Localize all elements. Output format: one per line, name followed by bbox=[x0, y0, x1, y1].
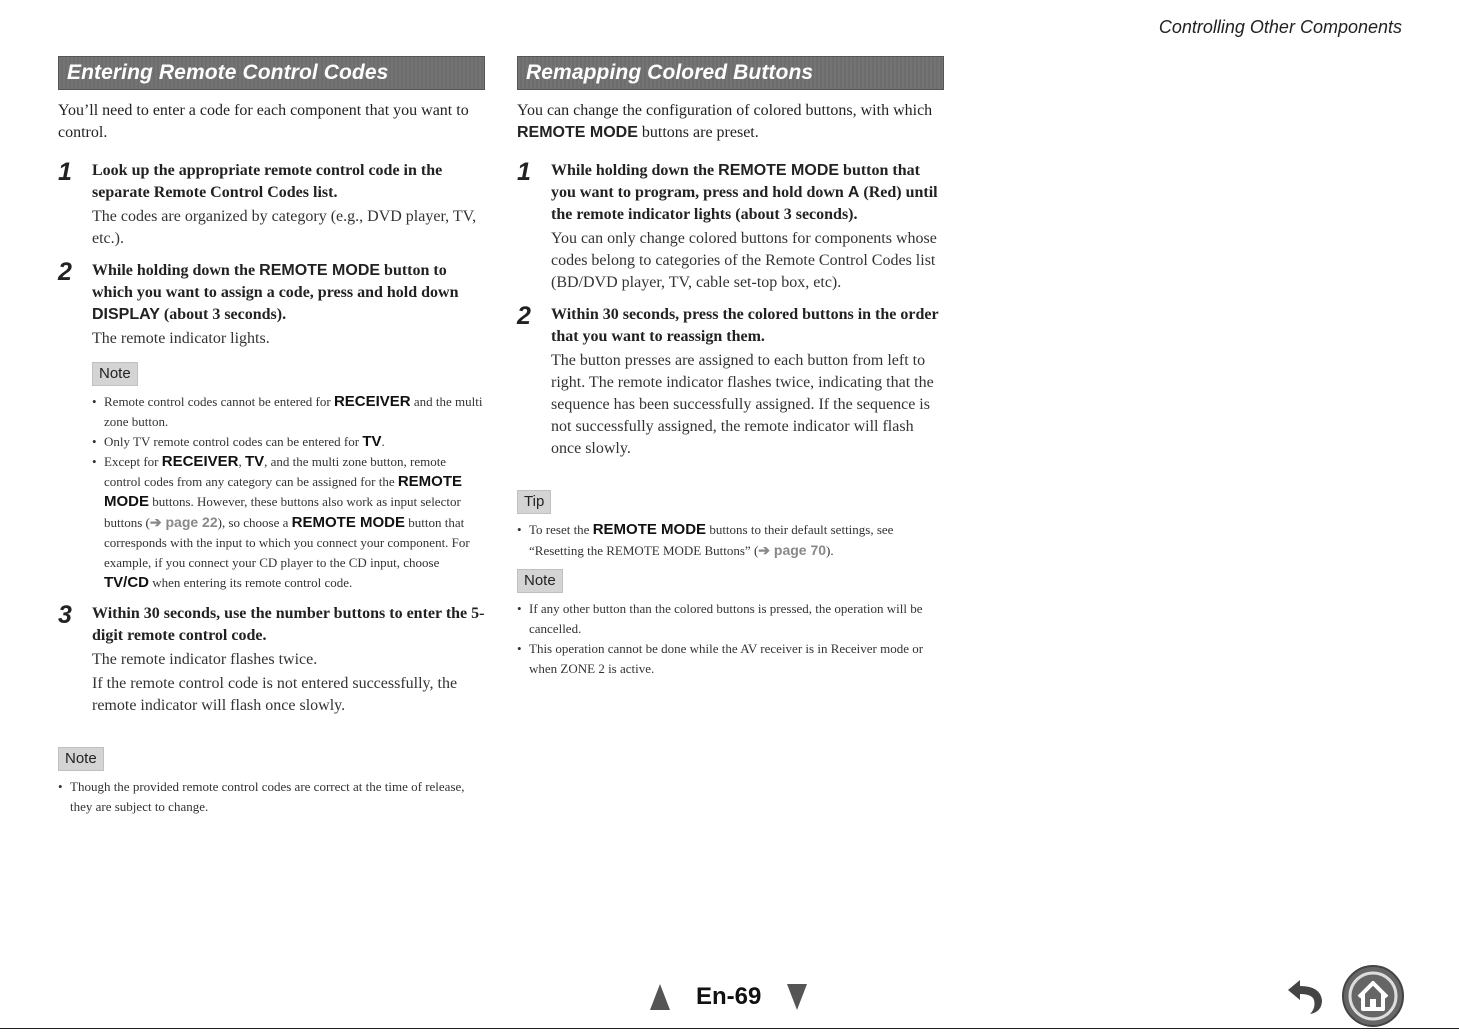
note-label: Note bbox=[517, 569, 563, 593]
note-block bbox=[517, 569, 944, 679]
page-link[interactable]: ➔ page 22 bbox=[149, 514, 218, 530]
note-item: • Only TV remote control codes can be entered for TV. bbox=[92, 432, 485, 452]
step-number: 2 bbox=[58, 258, 72, 286]
note-block-bottom bbox=[58, 747, 485, 817]
note-list bbox=[92, 392, 485, 593]
step-3 bbox=[58, 603, 485, 717]
step-1 bbox=[517, 160, 944, 294]
note-list bbox=[517, 599, 944, 679]
note-label: Note bbox=[92, 362, 138, 386]
step-body: The remote indicator flashes twice. bbox=[92, 651, 318, 668]
step-2 bbox=[58, 260, 485, 593]
note-item: • Except for RECEIVER, TV, and the multi zone button, remote control codes from any category can be assigned for the REMOTE MODE buttons. However, these buttons also work as input selector buttons (➔ page 22), so choose a REMOTE MODE button that corresponds with the input to which you connect your component. For example, if you connect your CD player to the CD input, choose TV/CD when entering its remote control code. bbox=[92, 452, 485, 593]
step-title: While holding down the REMOTE MODE button to which you want to assign a code, press and hold down DISPLAY (about 3 seconds). bbox=[92, 262, 459, 323]
step-number: 3 bbox=[58, 601, 72, 629]
section-title-bar bbox=[58, 56, 485, 90]
step-title: Within 30 seconds, press the colored buttons in the order that you want to reassign them. bbox=[551, 306, 939, 345]
section-entering-codes bbox=[58, 56, 485, 817]
home-icon[interactable] bbox=[1340, 963, 1406, 1029]
nav-icons bbox=[1282, 963, 1406, 1029]
section-intro: You can change the configuration of colored buttons, with which REMOTE MODE buttons are preset. bbox=[517, 102, 933, 141]
note-item: • Remote control codes cannot be entered for RECEIVER and the multi zone button. bbox=[92, 392, 485, 432]
step-number: 1 bbox=[58, 158, 72, 186]
running-header: Controlling Other Components bbox=[1158, 17, 1402, 37]
step-1 bbox=[58, 160, 485, 250]
step-number: 2 bbox=[517, 302, 531, 330]
step-title: Look up the appropriate remote control code in the separate Remote Control Codes list. bbox=[92, 162, 443, 201]
back-icon[interactable] bbox=[1282, 976, 1332, 1016]
section-title-bar bbox=[517, 56, 944, 90]
step-2 bbox=[517, 304, 944, 460]
tip-list bbox=[517, 520, 944, 561]
page-number: En-69 bbox=[696, 983, 762, 1010]
section-remapping-buttons bbox=[517, 56, 944, 679]
note-item: • If any other button than the colored buttons is pressed, the operation will be cancelled. bbox=[517, 599, 944, 639]
note-block bbox=[92, 362, 485, 593]
note-list bbox=[58, 777, 485, 817]
step-title: Within 30 seconds, use the number buttons to enter the 5-digit remote control code. bbox=[92, 605, 485, 644]
step-body: The codes are organized by category (e.g., DVD player, TV, etc.). bbox=[92, 208, 477, 247]
step-body: If the remote control code is not entered successfully, the remote indicator will flash once slowly. bbox=[92, 675, 458, 714]
page-link[interactable]: ➔ page 70 bbox=[758, 542, 827, 558]
step-title: While holding down the REMOTE MODE button that you want to program, press and hold down A (Red) until the remote indicator lights (about 3 seconds). bbox=[551, 162, 938, 223]
section-title: Remapping Colored Buttons bbox=[526, 61, 814, 84]
section-title: Entering Remote Control Codes bbox=[67, 61, 389, 84]
next-page-icon[interactable] bbox=[787, 984, 807, 1010]
step-body: You can only change colored buttons for components whose codes belong to categories of the Remote Control Codes list (BD/DVD player, TV, cable set-top box, etc). bbox=[551, 230, 937, 291]
note-label: Note bbox=[58, 747, 104, 771]
step-body: The button presses are assigned to each button from left to right. The remote indicator flashes twice, indicating that the sequence has been successfully assigned. If the sequence is not successfully assigned, the remote indicator will flash once slowly. bbox=[551, 352, 934, 457]
footer-rule bbox=[0, 1028, 1459, 1029]
note-item: • Though the provided remote control codes are correct at the time of release, they are subject to change. bbox=[58, 777, 485, 817]
note-item: • This operation cannot be done while the AV receiver is in Receiver mode or when ZONE 2 is active. bbox=[517, 639, 944, 679]
tip-block bbox=[517, 490, 944, 561]
previous-page-icon[interactable] bbox=[650, 984, 670, 1010]
section-intro: You’ll need to enter a code for each component that you want to control. bbox=[58, 102, 469, 141]
page-navigation bbox=[650, 983, 807, 1011]
step-body: The remote indicator lights. bbox=[92, 330, 270, 347]
tip-item: • To reset the REMOTE MODE buttons to their default settings, see “Resetting the REMOTE MODE Buttons” (➔ page 70). bbox=[517, 520, 944, 561]
step-number: 1 bbox=[517, 158, 531, 186]
tip-label: Tip bbox=[517, 490, 551, 514]
